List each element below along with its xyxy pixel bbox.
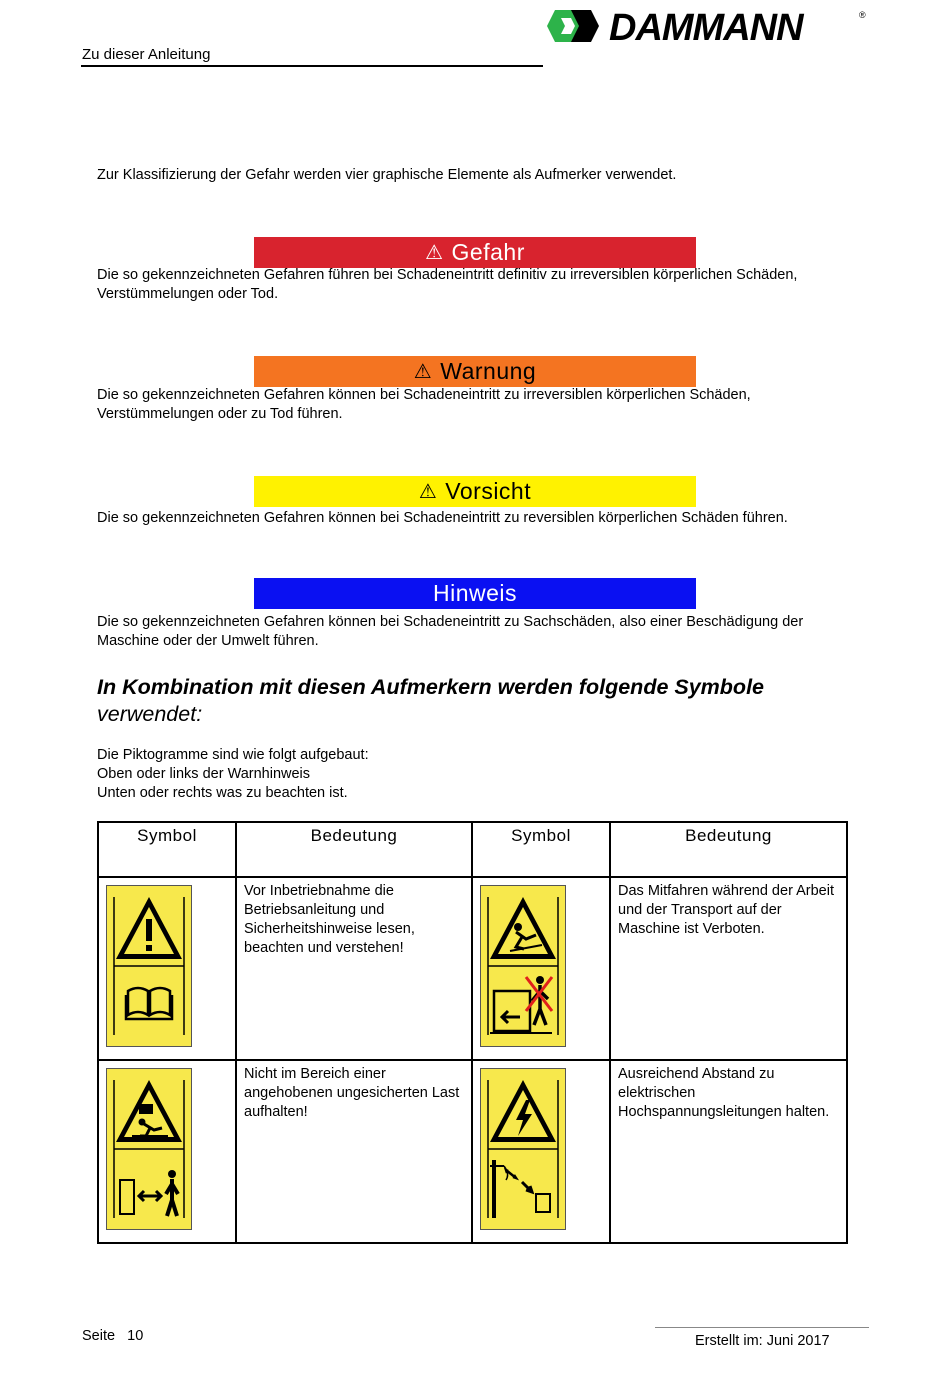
page-label: Seite [82, 1328, 116, 1344]
symbol-table [97, 821, 848, 1244]
page-number: 10 [127, 1328, 144, 1344]
table-header-row [98, 822, 847, 877]
warning-triangle-icon: ⚠ [413, 361, 433, 383]
suspended-load-pictogram-icon [106, 1068, 192, 1230]
meaning-cell: Nicht im Bereich einer angehobenen ungesicherten Last aufhalten! [236, 1060, 472, 1243]
banner-label: Hinweis [432, 580, 518, 606]
section-heading [97, 674, 764, 728]
power-line-distance-pictogram-icon [480, 1068, 566, 1230]
warnung-description: Die so gekennzeichneten Gefahren können bei Schadeneintritt zu irreversiblen körperlichen Schäden, Verstümmelungen oder zu Tod führen. [97, 387, 751, 422]
gefahr-description: Die so gekennzeichneten Gefahren führen bei Schadeneintritt definitiv zu irreversiblen körperlichen Schäden, Verstümmelungen oder Tod. [97, 267, 798, 302]
footer-page [82, 1328, 143, 1344]
logo-mark-icon [547, 10, 599, 42]
table-row [98, 877, 847, 1060]
footer-created: Erstellt im: Juni 2017 [695, 1333, 830, 1349]
logo-text: DAMMANN [609, 8, 803, 44]
meaning-cell: Ausreichend Abstand zu elektrischen Hochspannungsleitungen halten. [610, 1060, 847, 1243]
column-header: Symbol [472, 822, 610, 877]
warning-triangle-icon: ⚠ [425, 242, 444, 264]
pikto-line: Unten oder rechts was zu beachten ist. [97, 785, 348, 801]
dammann-logo [543, 8, 868, 44]
section-heading-bold: In Kombination mit diesen Aufmerkern werden folgende Symbole [97, 675, 764, 699]
banner-gefahr [254, 237, 696, 268]
pikto-line: Oben oder links der Warnhinweis [97, 766, 311, 782]
banner-label: Vorsicht [445, 478, 532, 504]
vorsicht-description: Die so gekennzeichneten Gefahren können bei Schadeneintritt zu reversiblen körperlichen Schäden führen. [97, 510, 788, 526]
banner-warnung [254, 356, 696, 387]
table-row [98, 1060, 847, 1243]
read-manual-pictogram-icon [106, 885, 192, 1047]
pikto-line: Die Piktogramme sind wie folgt aufgebaut: [97, 747, 369, 763]
intro-text: Zur Klassifizierung der Gefahr werden vier graphische Elemente als Aufmerker verwendet. [97, 167, 677, 183]
footer-rule [655, 1327, 869, 1328]
meaning-cell: Vor Inbetriebnahme die Betriebsanleitung und Sicherheitshinweise lesen, beachten und verstehen! [236, 877, 472, 1060]
banner-hinweis [254, 578, 696, 609]
warning-triangle-icon: ⚠ [418, 481, 438, 503]
logo-registered: ® [859, 10, 866, 20]
header-title: Zu dieser Anleitung [82, 46, 211, 63]
pictogram-explanation [97, 746, 369, 803]
column-header: Bedeutung [610, 822, 847, 877]
hinweis-description: Die so gekennzeichneten Gefahren können bei Schadeneintritt zu Sachschäden, also einer Beschädigung der Maschine oder der Umwelt führen. [97, 614, 804, 649]
no-riding-pictogram-icon [480, 885, 566, 1047]
banner-label: Gefahr [451, 239, 525, 265]
column-header: Bedeutung [236, 822, 472, 877]
section-heading-italic: verwendet: [97, 702, 203, 726]
banner-label: Warnung [440, 358, 537, 384]
banner-vorsicht [254, 476, 696, 507]
header-rule [81, 65, 543, 67]
column-header: Symbol [98, 822, 236, 877]
meaning-cell: Das Mitfahren während der Arbeit und der Transport auf der Maschine ist Verboten. [610, 877, 847, 1060]
